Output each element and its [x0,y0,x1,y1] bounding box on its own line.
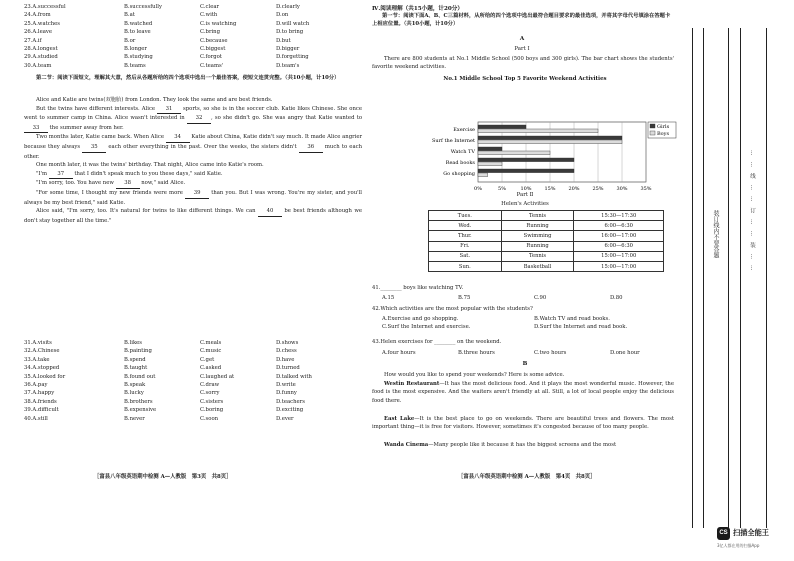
schedule-cell: Basketball [501,261,574,271]
question-row [14,381,366,389]
blank-number: 32 [187,114,211,124]
passage-text: , so she didn't go. She was angry that Katie wanted to [210,115,363,122]
question-option: 31.A.visits [24,340,52,346]
passage-text: than you. But I was wrong. You're my sister, and you'll always be my best friend," said Katie. [24,189,362,206]
left-page [14,0,366,561]
legend-swatch [650,124,655,128]
westin-restaurant-text: —It has the most delicious food. And it plays the most wonderful music. However, the food is the most expensive. And the waiters aren't friendly at all. Still, a lot of local people enjoy the delicious food there. [372,381,674,404]
question-option: 33.A.take [24,356,50,363]
question-option: C.bring [200,29,220,36]
question-option: D.have [276,356,295,363]
question-option: C.clear [200,4,220,10]
question-row [14,20,366,28]
passage-paragraph [24,161,362,170]
schedule-cell: Running [501,241,574,251]
question-row [14,45,366,53]
wanda-cinema-title: Wanda Cinema [384,442,429,448]
question-option: B.brothers [124,398,153,405]
question-option: B.spend [124,356,146,363]
question-option: C.teams' [200,62,224,69]
question-option: C.soon [200,415,219,422]
part-one-label: Part Ⅰ [514,46,530,52]
passage-text: the summer away from her. [48,124,124,131]
passage-text: each other everything in the past. Over the weeks, the sisters didn't [106,143,299,150]
passage-text: Katie about China, Katie didn't say much. It made Alice angrier because they always [24,134,362,150]
passage-text: Alice said, "I'm sorry, too. It's natural for twins to like different things. We can [36,208,258,215]
bar-girls [478,136,622,140]
question-option: B.likes [124,340,143,346]
question-option: 25.A.watches [24,20,60,27]
question-option: 30.A.team [24,62,52,69]
question-option: C.get [200,356,215,363]
answer-option: B.Watch TV and read books. [534,316,610,322]
category-label: Go shopping [443,171,475,177]
binding-line-5 [766,28,767,528]
blank-number: 34 [166,133,190,143]
schedule-row [429,221,664,231]
x-tick-label: 35% [640,186,652,192]
schedule-row [429,261,664,271]
category-label: Watch TV [450,149,475,155]
question-option: C.draw [200,382,220,389]
binding-line-1 [692,28,693,528]
passage-text: Two months later, Katie came back. When Alice [36,134,166,141]
question-option: B.teams [124,62,146,69]
question-option: 26.A.leave [24,29,53,36]
question-option: B.or [124,37,136,44]
section-two-header: 第二节：阅读下面短文，理解其大意，然后从各题所给的四个选项中选出一个最佳答案，使短文连贯完整。（共10小题，计10分） [36,75,340,81]
question-row [14,28,366,36]
question-option: 29.A.studied [24,54,58,61]
passage-text: "For some time, I thought my new friends were more [36,189,186,196]
x-tick-label: 0% [474,186,482,192]
page-footer-left: ［富县八年级英语期中检测 A—人教版 第3页 共8页］ [94,474,232,480]
question-43: 43.Helen exercises for ________ on the weekend. [372,339,502,345]
question-option: D.team's [276,62,300,69]
answer-option: D.Surf the Internet and read book. [534,324,628,331]
passage-paragraph [24,133,362,161]
question-option: D.write [276,382,296,389]
options-list-top [14,3,366,70]
legend-label: Girls [657,124,670,130]
section-intro: 第一节：阅读下面A、B、C三篇材料，从所给的四个选项中选出最符合题目要求的最佳选项，并将其字母代号填涂在答题卡上相应位置。（共10小题，计10分） [372,13,671,28]
blank-number: 37 [49,170,73,180]
question-option: C.sisters [200,398,224,405]
bar-girls [478,147,502,151]
passage-paragraph [24,207,362,225]
blank-number: 39 [185,189,209,199]
passage-a-label: A [519,36,525,42]
schedule-row [429,231,664,241]
question-row [14,364,366,372]
schedule-row [429,241,664,251]
question-option: B.studying [124,54,153,61]
question-row [14,406,366,414]
answer-option: C.90 [534,295,547,301]
question-option: D.chess [276,348,297,355]
question-option: 34.A.stopped [24,365,60,372]
question-row [14,389,366,397]
question-row [14,3,366,11]
question-option: B.speak [124,382,146,389]
passage-text: "I'm sorry, too. You have new [36,180,116,187]
x-tick-label: 20% [568,186,580,192]
table-title: Helen's Activities [501,201,549,207]
question-option: B.expensive [124,407,157,414]
question-row [14,62,366,70]
bar-boys [478,140,622,144]
passage-paragraph [24,179,362,189]
answer-option: D.one hour [610,350,640,356]
blank-number: 40 [258,207,282,217]
question-option: 35.A.looked for [24,373,66,380]
question-option: B.at [124,12,135,19]
passage-b-para-3 [372,441,674,449]
passage-text: But the twins have different interests. Alice [36,105,158,112]
schedule-cell: 16:00—17:00 [574,231,664,241]
schedule-cell: 15:30—17:30 [574,211,664,221]
answer-row [372,323,678,331]
question-option: C.music [200,348,222,355]
passage-paragraph [24,105,362,134]
east-lake-title: East Lake [384,416,415,422]
passage-text: now," said Alice. [139,180,186,187]
blank-number: 31 [157,105,181,115]
passage-b-para-2 [372,415,674,432]
question-option: C.asked [200,365,222,372]
question-option: D.ever [276,415,294,422]
question-option: C.forgot [200,54,222,61]
passage-a-intro: There are 800 students at No.1 Middle School (500 boys and 300 girls). The bar chart shows the students' favorite weekend activities. [372,56,674,71]
question-option: 32.A.Chinese [24,348,60,355]
question-option: 24.A.from [24,12,51,19]
westin-restaurant-title: Westin Restaurant [384,381,440,387]
question-option: C.boring [200,407,224,414]
bar-girls [478,169,574,173]
question-row [14,415,366,423]
answer-option: A.four hours [382,350,416,356]
question-option: B.lucky [124,390,144,397]
passage-text: "I'm [36,170,49,177]
question-option: 38.A.friends [24,398,57,405]
camscanner-title: 扫描全能王 [733,528,769,537]
binding-line-4 [740,28,741,528]
question-option: D.on [276,12,289,19]
passage-text: sports, so she is in the soccer club. Katie likes Chinese. She once went to summer camp in China. Alice wasn't interested in [24,105,362,122]
schedule-cell: Tennis [501,251,574,261]
answer-option: B.three hours [458,350,495,356]
question-option: C.sorry [200,390,220,397]
question-option: B.found out [124,373,156,380]
question-option: C.biggest [200,46,226,53]
question-option: B.watched [124,20,153,27]
question-option: D.talked with [276,373,312,380]
schedule-row [429,211,664,221]
passage-paragraph [24,189,362,207]
options-list-bottom [14,339,366,423]
part-two-label: Part Ⅱ [516,192,534,198]
helens-activities-table [428,210,664,272]
question-option: C.laughed at [200,373,235,380]
section-title: Ⅳ.阅读理解（共15小题，计20分） [372,6,463,12]
schedule-cell: Wed. [429,221,502,231]
question-option: B.taught [124,365,148,372]
question-row [14,53,366,61]
question-41-options [372,294,678,302]
question-option: D.forgetting [276,54,309,61]
camscanner-subtitle: 3亿人都在用的扫描App [717,543,760,548]
bar-boys [478,129,598,133]
question-option: D.exciting [276,407,304,414]
east-lake-text: —It is the best place to go on weekends. There are beautiful trees and flowers. The most important thing—it is free for visitors. However, sometimes it's congested because of too many people. [372,416,674,431]
blank-number: 35 [82,143,106,153]
question-row [14,339,366,347]
answer-option: D.80 [610,295,623,301]
question-option: D.shows [276,340,299,346]
passage-paragraph [24,170,362,180]
passage-b-para-1 [372,380,674,405]
passage-b-intro: How would you like to spend your weekends? Here is some advice. [384,372,565,378]
cloze-passage [14,96,366,225]
schedule-row [429,251,664,261]
blank-number: 38 [116,179,140,189]
schedule-cell: Sat. [429,251,502,261]
passage-paragraph [24,96,362,105]
question-option: 40.A.still [24,415,48,422]
question-42: 42.Which activities are the most popular with the students? [372,306,533,312]
question-option: D.bigger [276,46,300,53]
schedule-cell: Fri. [429,241,502,251]
right-page [372,0,678,561]
passage-text: be best friends although we don't stay together all the time." [24,208,362,224]
schedule-cell: 6:00—6:30 [574,241,664,251]
question-option: D.will watch [276,20,310,27]
question-option: B.never [124,415,145,422]
question-option: C.because [200,37,228,44]
passage-text: Alice and Katie are twins(双胞胎) from London. They look the same and are best friends. [36,97,273,103]
schedule-cell: 6:00—6:30 [574,221,664,231]
x-tick-label: 10% [520,186,532,192]
schedule-cell: 15:00—17:00 [574,251,664,261]
question-option: C.meals [200,340,222,346]
answer-option: B.75 [458,295,471,301]
passage-b-label: B [522,361,528,367]
question-option: D.clearly [276,4,300,10]
x-tick-label: 25% [592,186,604,192]
passage-text: much to each other. [24,143,362,160]
question-row [14,37,366,45]
question-option: B.successfully [124,4,162,10]
x-tick-label: 5% [498,186,506,192]
schedule-cell: Thur. [429,231,502,241]
bar-boys [478,173,488,177]
question-option: 37.A.happy [24,390,55,397]
binding-line-3 [728,28,729,528]
question-option: 36.A.pay [24,382,48,389]
fold-notice: 装订线内不要答题 [712,210,719,258]
question-row [14,373,366,381]
question-42-options [372,315,678,332]
binding-margin [680,0,794,561]
passage-text: that I didn't speak much to you these days," said Katie. [72,170,223,177]
camscanner-logo-icon: CS [717,527,730,540]
legend-label: Boys [657,131,670,137]
question-option: B.painting [124,348,152,355]
x-tick-label: 30% [616,186,628,192]
question-option: D.funny [276,390,297,397]
wanda-cinema-text: —Many people like it because it has the biggest screens and the most [428,442,617,448]
blank-number: 36 [299,143,323,153]
question-option: D.but [276,37,291,44]
question-row [14,11,366,19]
schedule-cell: Sun. [429,261,502,271]
question-43-options [372,349,678,357]
question-row [14,356,366,364]
question-option: C.is watching [200,20,237,27]
binding-marks: ……线……订……装…… [749,150,755,277]
schedule-cell: Swimming [501,231,574,241]
schedule-cell: Tues. [429,211,502,221]
schedule-cell: 15:00—17:00 [574,261,664,271]
page-footer-right: ［富县八年级英语期中检测 A—人教版 第4页 共8页］ [458,474,596,480]
question-option: C.with [200,12,218,19]
answer-option: A.15 [382,295,395,301]
question-row [14,398,366,406]
bar-girls [478,158,574,162]
question-option: 28.A.longest [24,46,58,53]
weekend-activities-bar-chart [372,83,678,193]
binding-line-2 [703,28,704,528]
category-label: Read books [445,160,475,166]
category-label: Surf the Internet [432,138,475,144]
passage-text: One month later, it was the twins' birthday. That night, Alice came into Katie's room. [36,162,264,169]
question-option: 39.A.difficult [24,407,59,414]
bar-girls [478,125,526,129]
x-tick-label: 15% [544,186,556,192]
category-label: Exercise [453,127,475,133]
question-option: D.to bring [276,29,304,36]
answer-option: A.Exercise and go shopping. [382,316,459,322]
question-option: B.to leave [124,29,151,36]
legend-swatch [650,131,655,135]
bar-boys [478,162,502,166]
question-option: B.longer [124,46,147,53]
question-option: 23.A.successful [24,4,66,10]
question-option: D.turned [276,365,300,372]
schedule-cell: Running [501,221,574,231]
bar-boys [478,151,550,155]
schedule-cell: Tennis [501,211,574,221]
question-option: D.teachers [276,398,305,405]
answer-option: C.two hours [534,350,567,356]
chart-title: No.1 Middle School Top 5 Favorite Weekend Activities [443,76,607,82]
answer-row [372,315,678,323]
question-row [14,347,366,355]
question-41: 41.________ boys like watching TV. [372,285,464,291]
blank-number: 33 [24,124,48,134]
question-option: 27.A.if [24,37,42,44]
answer-option: C.Surf the Internet and exercise. [382,324,471,331]
